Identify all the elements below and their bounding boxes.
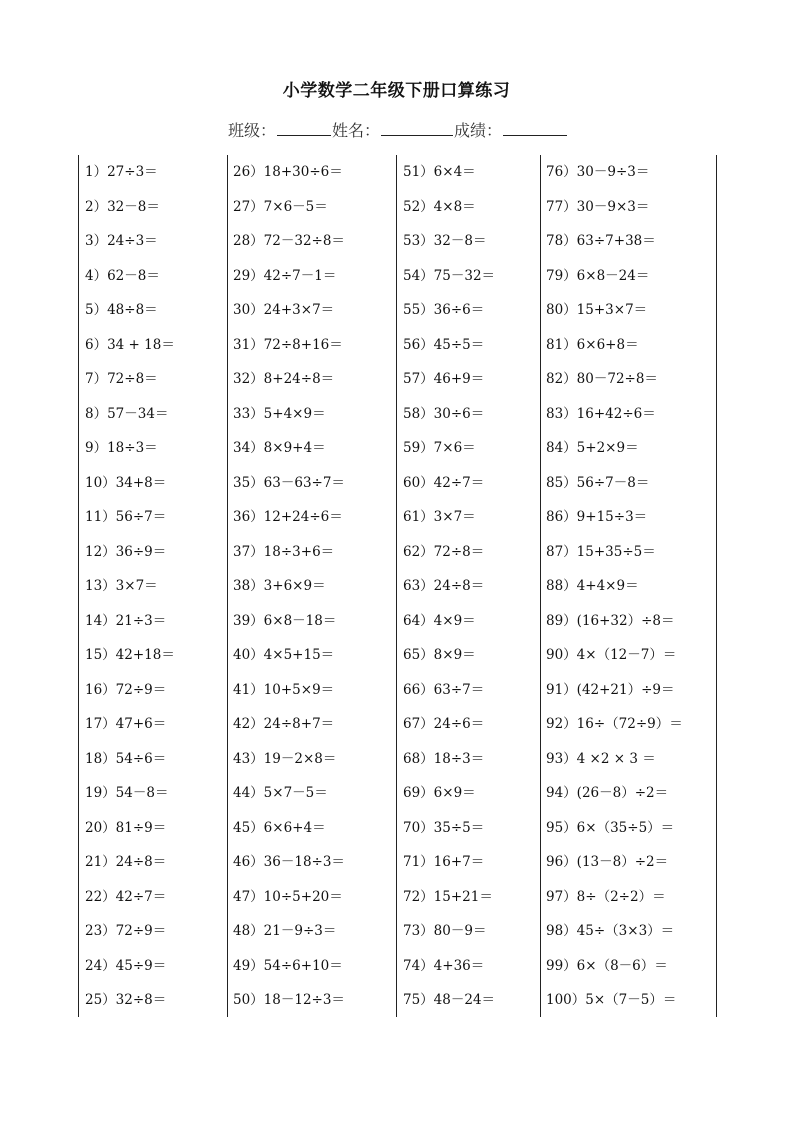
problem-item: 57）46+9＝	[403, 371, 485, 387]
problem-item: 82）80－72÷8＝	[546, 371, 658, 387]
problem-item: 71）16+7＝	[403, 854, 485, 870]
problem-item: 58）30÷6＝	[403, 405, 485, 422]
score-blank[interactable]	[503, 120, 567, 136]
column-divider-2	[227, 155, 228, 1017]
problem-item: 1）27÷3＝	[85, 164, 158, 180]
problem-item: 7）72÷8＝	[85, 371, 158, 387]
problem-item: 92）16÷（72÷9）＝	[546, 716, 683, 732]
problem-item: 46）36－18÷3＝	[233, 854, 345, 870]
problem-item: 77）30－9×3＝	[546, 198, 650, 215]
problem-item: 40）4×5+15＝	[233, 647, 335, 663]
problem-item: 45）6×6+4＝	[233, 819, 326, 836]
problem-item: 48）21－9÷3＝	[233, 923, 337, 939]
problem-item: 29）42÷7－1＝	[233, 267, 337, 284]
problem-item: 41）10+5×9＝	[233, 681, 335, 698]
problem-item: 69）6×9＝	[403, 785, 476, 801]
problem-item: 72）15+21＝	[403, 888, 493, 905]
problem-item: 85）56÷7－8＝	[546, 474, 650, 491]
problem-item: 31）72÷8+16＝	[233, 336, 343, 353]
problem-item: 54）75－32＝	[403, 267, 496, 284]
problem-item: 33）5+4×9＝	[233, 405, 326, 422]
problem-item: 12）36÷9＝	[85, 543, 167, 560]
problem-item: 37）18÷3+6＝	[233, 543, 335, 560]
problem-item: 26）18+30÷6＝	[233, 164, 343, 180]
problem-item: 49）54÷6+10＝	[233, 957, 343, 974]
problem-item: 19）54－8＝	[85, 785, 169, 801]
problem-item: 50）18－12÷3＝	[233, 992, 345, 1008]
problem-item: 25）32÷8＝	[85, 992, 167, 1008]
problem-item: 90）4×（12－7）＝	[546, 647, 677, 663]
problem-item: 30）24+3×7＝	[233, 302, 335, 318]
name-blank[interactable]	[381, 120, 453, 136]
problem-item: 83）16+42÷6＝	[546, 405, 656, 422]
problem-item: 17）47+6＝	[85, 716, 167, 732]
problem-item: 43）19－2×8＝	[233, 750, 337, 767]
problem-item: 84）5+2×9＝	[546, 440, 639, 456]
problem-item: 93）4 ×2 × 3 ＝	[546, 750, 656, 767]
problem-item: 13）3×7＝	[85, 578, 158, 594]
problem-item: 24）45÷9＝	[85, 957, 167, 974]
page-title: 小学数学二年级下册口算练习	[282, 81, 511, 101]
score-label: 成绩：	[454, 121, 503, 140]
problem-item: 81）6×6+8＝	[546, 336, 639, 353]
class-label: 班级：	[228, 121, 277, 140]
problem-item: 22）42÷7＝	[85, 888, 167, 905]
problem-item: 95）6×（35÷5）＝	[546, 819, 675, 836]
problem-item: 51）6×4＝	[403, 164, 476, 180]
problem-item: 23）72÷9＝	[85, 923, 167, 939]
problem-item: 73）80－9＝	[403, 923, 487, 939]
problem-item: 5）48÷8＝	[85, 302, 158, 318]
problem-item: 80）15+3×7＝	[546, 302, 648, 318]
problem-item: 9）18÷3＝	[85, 440, 158, 456]
problem-item: 97）8÷（2÷2）＝	[546, 888, 666, 905]
problem-item: 11）56÷7＝	[85, 509, 167, 525]
problem-item: 98）45÷（3×3）＝	[546, 923, 675, 939]
problem-item: 53）32－8＝	[403, 233, 487, 249]
problem-item: 28）72－32÷8＝	[233, 233, 345, 249]
problem-item: 75）48－24＝	[403, 992, 496, 1008]
column-divider-3	[396, 155, 397, 1017]
problem-item: 79）6×8－24＝	[546, 267, 650, 284]
problem-item: 66）63÷7＝	[403, 681, 485, 698]
problem-item: 42）24÷8+7＝	[233, 716, 335, 732]
problem-item: 36）12+24÷6＝	[233, 509, 343, 525]
problem-item: 63）24÷8＝	[403, 578, 485, 594]
problem-item: 16）72÷9＝	[85, 681, 167, 698]
problem-item: 3）24÷3＝	[85, 233, 158, 249]
problem-item: 21）24÷8＝	[85, 854, 167, 870]
problem-item: 68）18÷3＝	[403, 750, 485, 767]
problem-item: 78）63÷7+38＝	[546, 233, 656, 249]
column-divider-5	[716, 155, 717, 1017]
problem-item: 38）3+6×9＝	[233, 578, 326, 594]
problem-item: 35）63－63÷7＝	[233, 474, 345, 491]
problem-item: 99）6×（8－6）＝	[546, 957, 668, 974]
problem-item: 65）8×9＝	[403, 647, 476, 663]
problem-item: 10）34+8＝	[85, 474, 167, 491]
problem-item: 52）4×8＝	[403, 198, 476, 215]
problem-item: 47）10÷5+20＝	[233, 888, 343, 905]
problem-item: 39）6×8－18＝	[233, 612, 337, 629]
problem-item: 14）21÷3＝	[85, 612, 167, 629]
problem-item: 70）35÷5＝	[403, 819, 485, 836]
problem-item: 94）(26－8）÷2＝	[546, 785, 669, 801]
problem-item: 2）32－8＝	[85, 198, 160, 215]
column-divider-1	[78, 155, 79, 1017]
problem-item: 61）3×7＝	[403, 509, 476, 525]
problem-item: 32）8+24÷8＝	[233, 371, 335, 387]
problem-item: 6）34 + 18＝	[85, 336, 175, 353]
problem-item: 87）15+35÷5＝	[546, 543, 656, 560]
problem-item: 60）42÷7＝	[403, 474, 485, 491]
problem-item: 74）4+36＝	[403, 957, 485, 974]
problem-item: 76）30－9÷3＝	[546, 164, 650, 180]
problem-item: 8）57－34＝	[85, 405, 169, 422]
problem-item: 91）(42+21）÷9＝	[546, 681, 675, 698]
problem-item: 59）7×6＝	[403, 440, 476, 456]
problem-item: 62）72÷8＝	[403, 543, 485, 560]
problem-item: 4）62－8＝	[85, 267, 160, 284]
problem-item: 15）42+18＝	[85, 647, 175, 663]
problem-item: 18）54÷6＝	[85, 750, 167, 767]
problem-item: 27）7×6－5＝	[233, 198, 328, 215]
problem-item: 88）4+4×9＝	[546, 578, 639, 594]
problem-item: 55）36÷6＝	[403, 302, 485, 318]
name-label: 姓名：	[332, 121, 381, 140]
class-blank[interactable]	[277, 120, 331, 136]
problem-item: 56）45÷5＝	[403, 336, 485, 353]
problem-item: 67）24÷6＝	[403, 716, 485, 732]
column-divider-4	[540, 155, 541, 1017]
problem-item: 34）8×9+4＝	[233, 440, 326, 456]
problem-item: 96）(13－8）÷2＝	[546, 854, 669, 870]
problem-item: 64）4×9＝	[403, 612, 476, 629]
problem-item: 20）81÷9＝	[85, 819, 167, 836]
problem-item: 89）(16+32）÷8＝	[546, 612, 675, 629]
problem-item: 86）9+15÷3＝	[546, 509, 648, 525]
problem-item: 100）5×（7－5）＝	[546, 992, 677, 1008]
problem-item: 44）5×7－5＝	[233, 785, 328, 801]
student-info-line	[228, 118, 568, 141]
